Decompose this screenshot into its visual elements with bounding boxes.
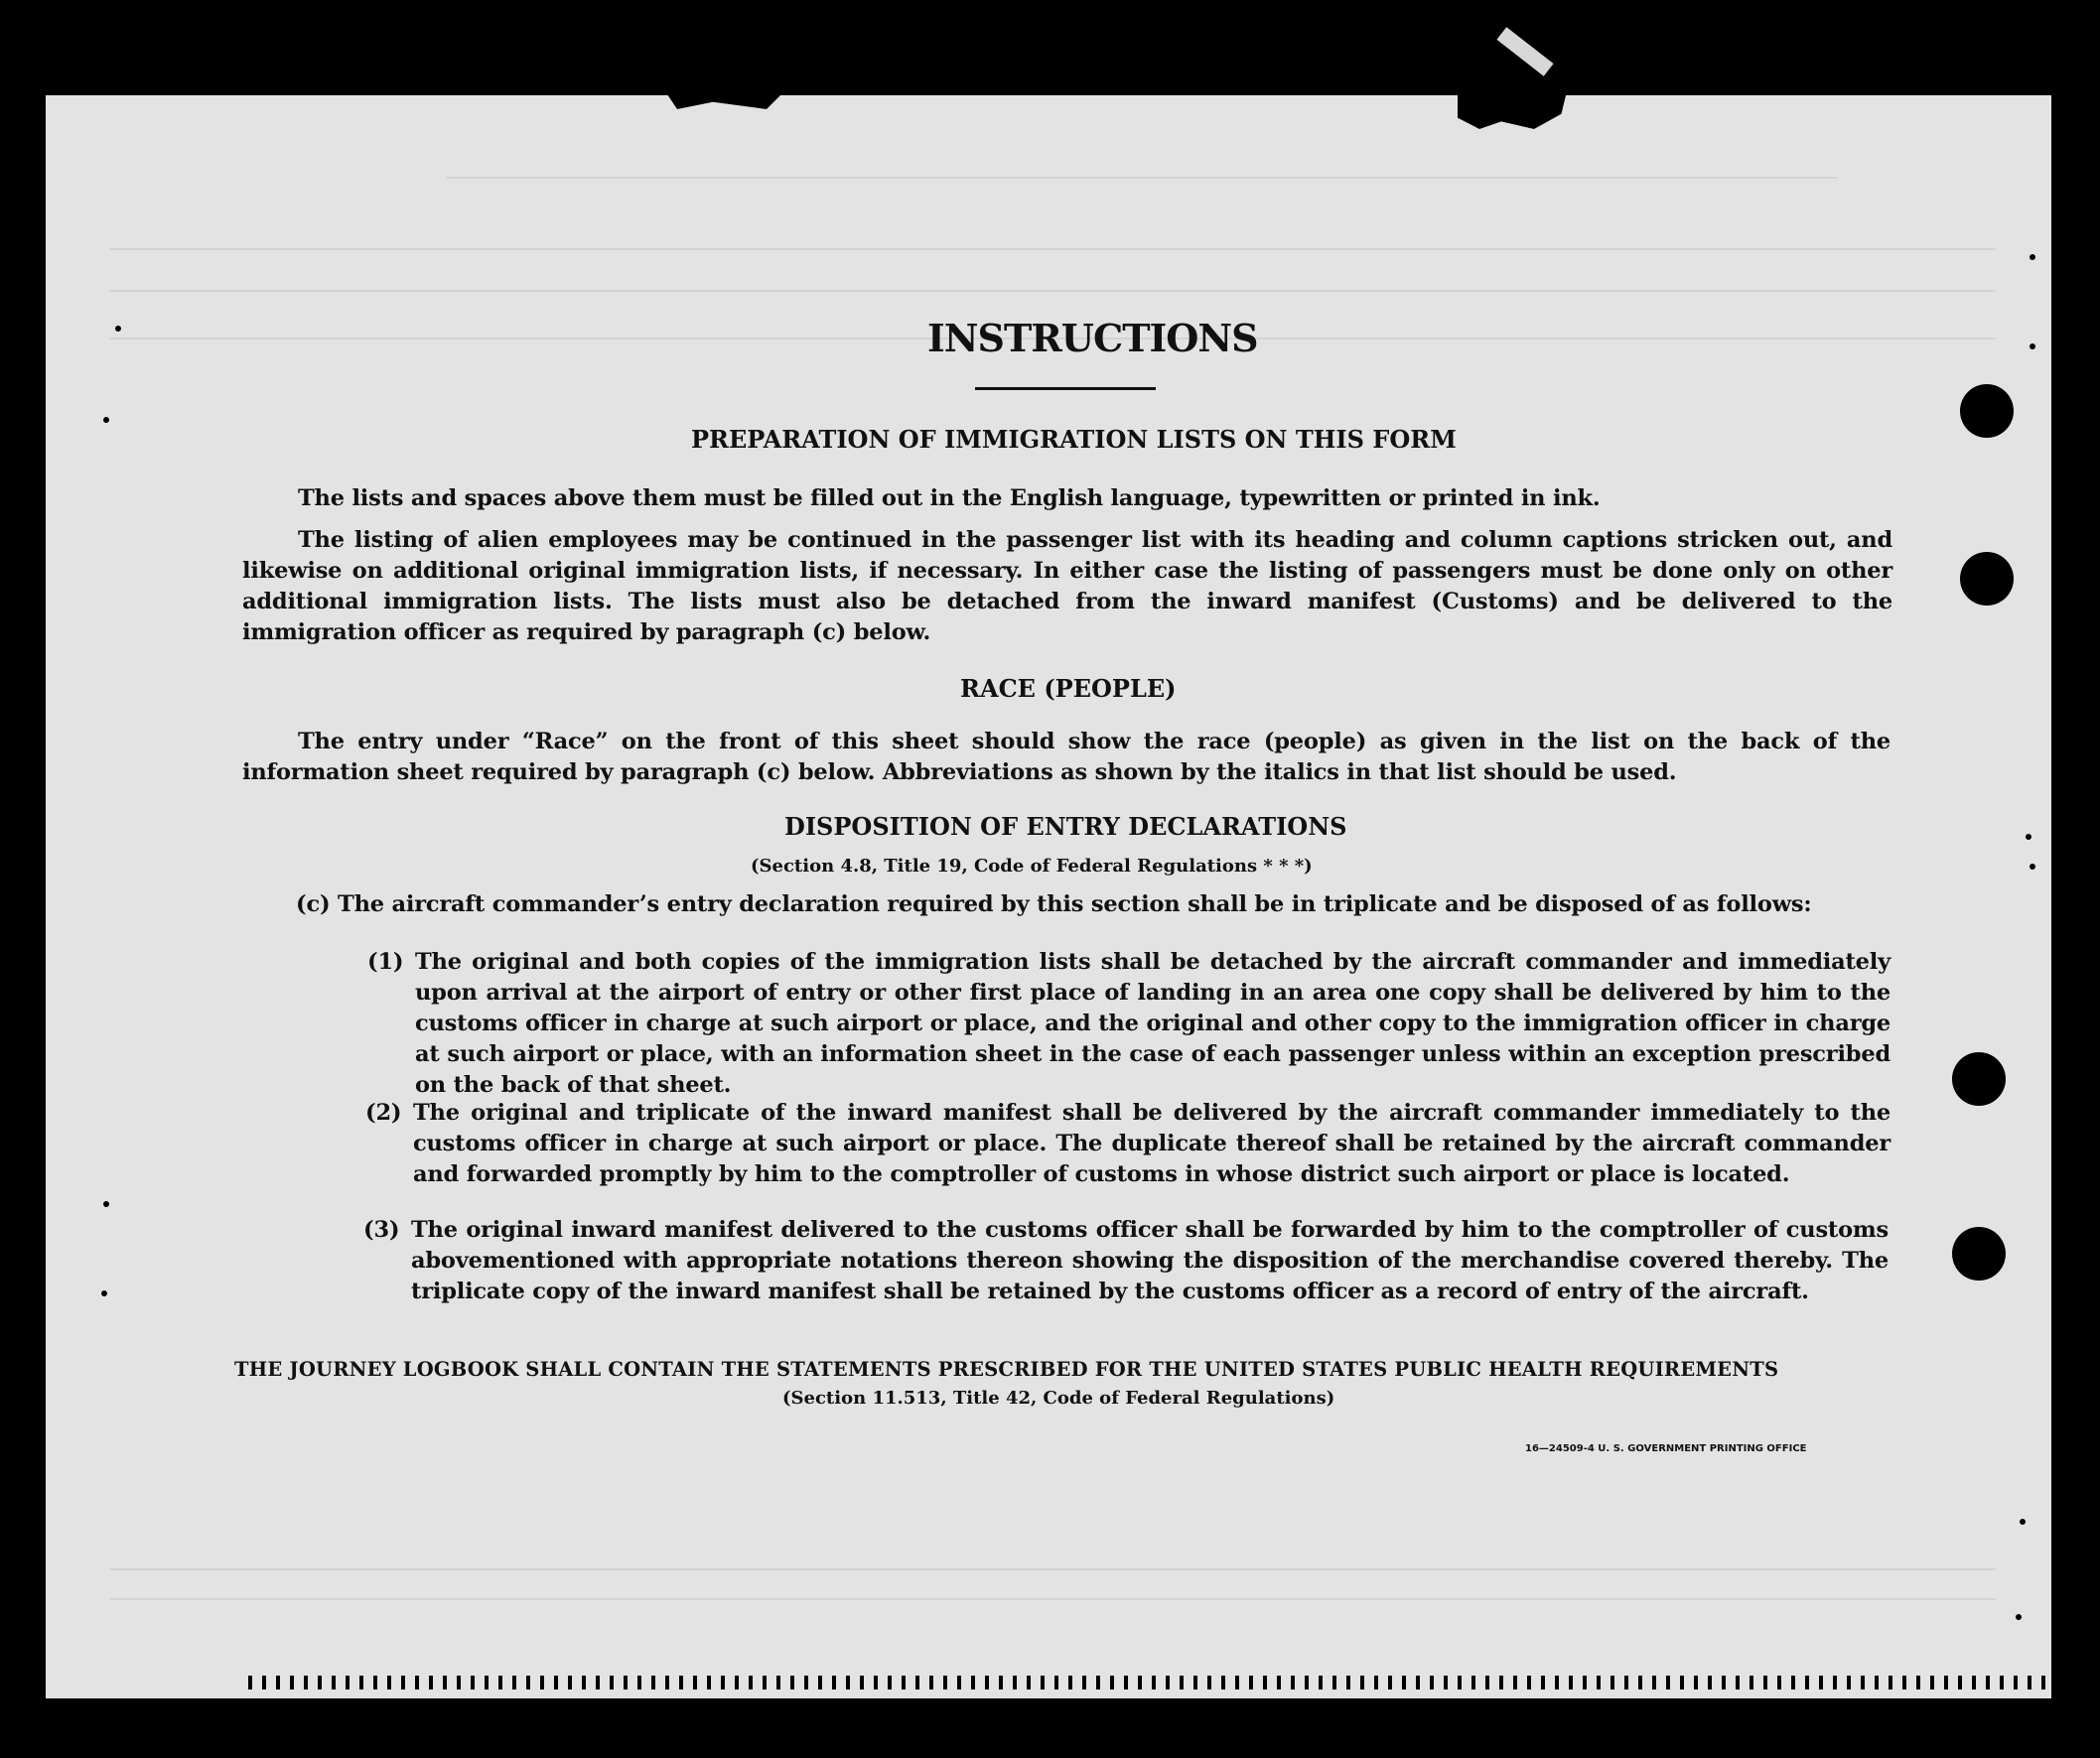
list-item — [367, 947, 1890, 1101]
closing-statement: THE JOURNEY LOGBOOK SHALL CONTAIN THE STATEMENTS PRESCRIBED FOR THE UNITED STATES PUBLIC HEALTH REQUIREMENTS — [234, 1358, 1779, 1381]
list-item — [363, 1215, 1889, 1307]
section-heading-disposition: DISPOSITION OF ENTRY DECLARATIONS — [784, 812, 1347, 841]
citation-disposition: (Section 4.8, Title 19, Code of Federal Regulations * * *) — [751, 856, 1313, 877]
closing-citation: (Section 11.513, Title 42, Code of Federal Regulations) — [782, 1388, 1335, 1409]
paragraph-preparation-2: The listing of alien employees may be continued in the passenger list with its heading and column captions stricken out, and likewise on additional original immigration lists, if necessary. In either case the listing of passengers must be done only on other additional immigration lists. The lists must also be detached from the inward manifest (Customs) and be delivered to the immigration officer as required by paragraph (c) below. — [242, 527, 1892, 645]
list-item-number: (3) — [363, 1217, 400, 1243]
list-item-text: The original inward manifest delivered to the customs officer shall be forwarded by him to the comptroller of customs abovementioned with appropriate notations thereon showing the disposition of the merchandise covered thereby. The triplicate copy of the inward manifest shall be retained by the customs officer as a record of entry of the aircraft. — [411, 1217, 1889, 1304]
list-item-text: The original and both copies of the immigration lists shall be detached by the aircraft commander and immediately upon arrival at the airport of entry or other first place of landing in an area one copy shall be delivered by him to the customs officer in charge at such airport or place, and the original and other copy to the immigration officer in charge at such airport or place, with an information sheet in the case of each passenger unless within an exception prescribed on the back of that sheet. — [415, 949, 1890, 1098]
paragraph-race: The entry under “Race” on the front of this sheet should show the race (people) as given in the list on the back of the information sheet required by paragraph (c) below. Abbreviations as shown by the italics in that list should be used. — [242, 729, 1890, 785]
printer-imprint: 16—24509-4 U. S. GOVERNMENT PRINTING OFFICE — [1525, 1443, 1807, 1454]
section-heading-race: RACE (PEOPLE) — [960, 674, 1177, 703]
page-title: INSTRUCTIONS — [927, 316, 1258, 360]
list-item — [365, 1098, 1890, 1190]
paragraph-preparation-1: The lists and spaces above them must be filled out in the English language, typewritten or printed in ink. — [298, 485, 1601, 511]
list-item-text: The original and triplicate of the inward manifest shall be delivered by the aircraft commander immediately to the customs officer in charge at such airport or place. The duplicate thereof shall be retained by the aircraft commander and forwarded promptly by him to the comptroller of customs in whose district such airport or place is located. — [413, 1100, 1890, 1187]
section-heading-preparation: PREPARATION OF IMMIGRATION LISTS ON THIS FORM — [691, 425, 1457, 454]
list-item-number: (1) — [367, 949, 404, 975]
title-underline — [975, 387, 1156, 390]
list-item-number: (2) — [365, 1100, 402, 1126]
paragraph-disposition-intro: (c) The aircraft commander’s entry declaration required by this section shall be in triplicate and be disposed of as follows: — [296, 891, 1812, 917]
